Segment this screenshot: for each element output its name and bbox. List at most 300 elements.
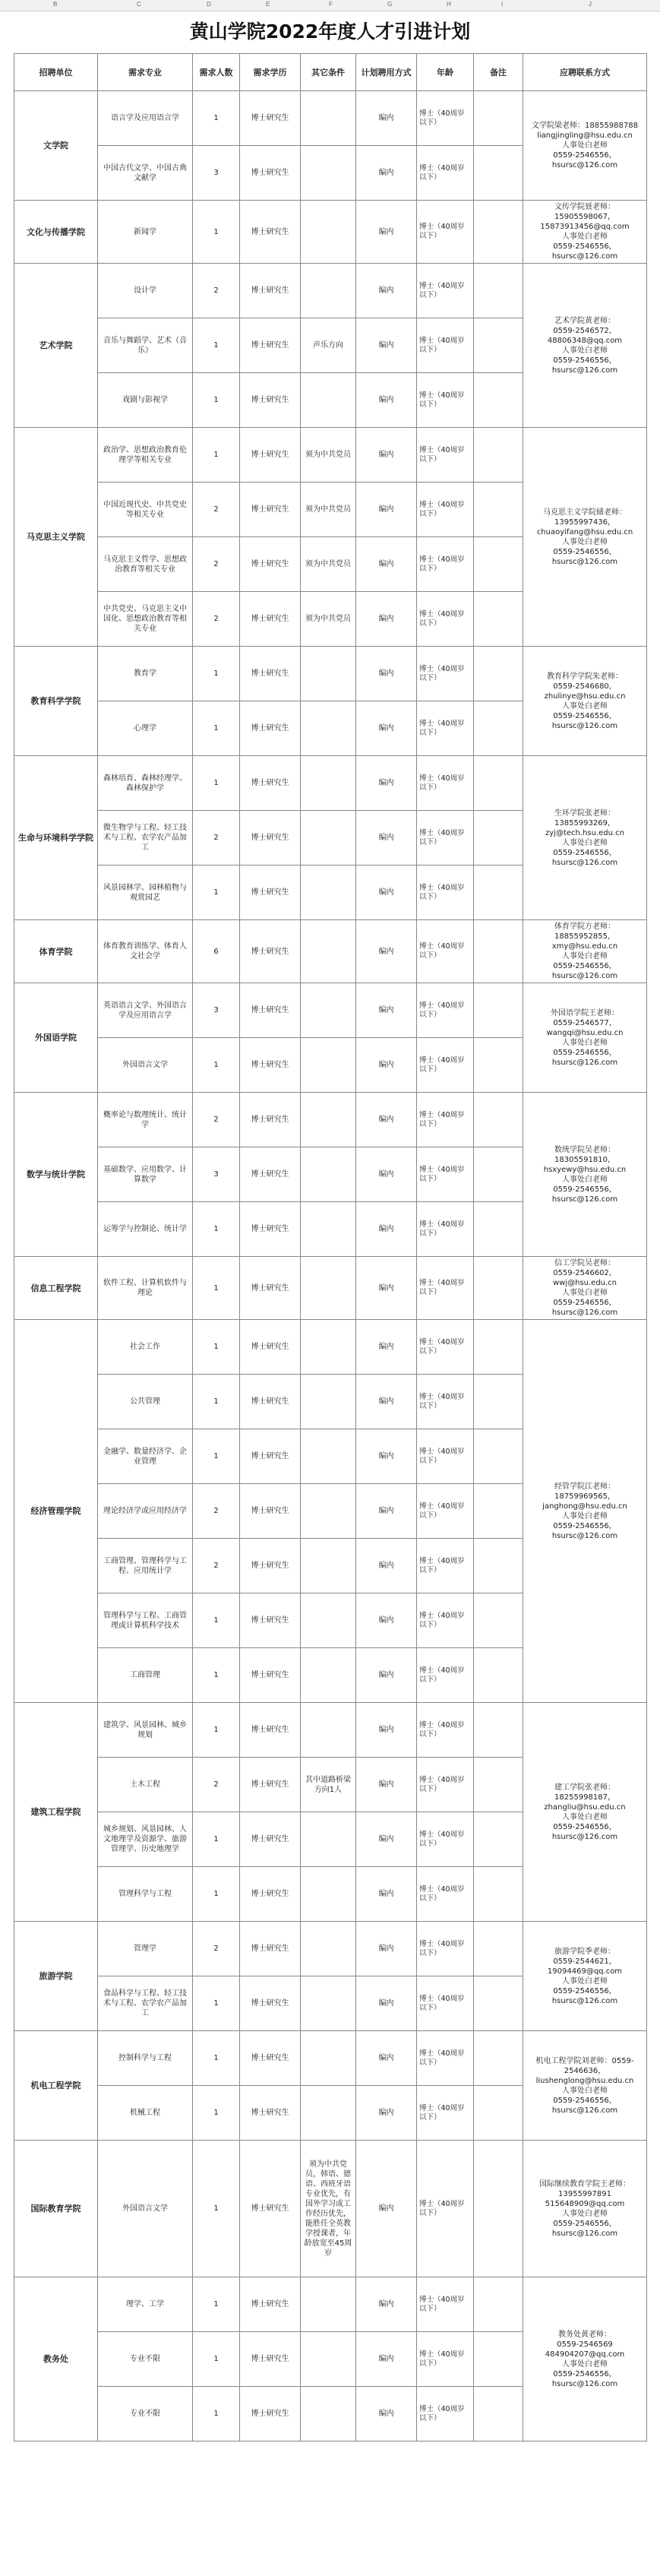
- conditions-cell: 须为中共党员，韩语、德语、西班牙语专业优先，有国外学习或工作经历优先，能胜任全英教学授课者，年龄放宽至45周岁: [301, 2141, 356, 2277]
- note-cell: [474, 1922, 523, 1976]
- table-header-row: [14, 54, 647, 91]
- major-cell: 基础数学、应用数学、计算数学: [98, 1147, 193, 1202]
- note-cell: [474, 1257, 523, 1320]
- unit-name-cell: 文学院: [14, 91, 98, 201]
- hiring-method-cell: 编内: [356, 1320, 417, 1375]
- unit-name-cell: 马克思主义学院: [14, 428, 98, 647]
- note-cell: [474, 1539, 523, 1593]
- age-cell: 博士（40周岁以下）: [417, 318, 474, 373]
- count-cell: 6: [193, 920, 240, 983]
- education-cell: 博士研究生: [240, 318, 301, 373]
- contact-cell: 信工学院吴老师： 0559-2546602，wwj@hsu.edu.cn 人事处白老师 0559-2546556， hsursc@126.com: [523, 1257, 647, 1320]
- education-cell: 博士研究生: [240, 1539, 301, 1593]
- education-cell: 博士研究生: [240, 483, 301, 537]
- age-cell: 博士（40周岁以下）: [417, 1976, 474, 2031]
- conditions-cell: 须为中共党员: [301, 537, 356, 592]
- age-cell: 博士（40周岁以下）: [417, 2031, 474, 2086]
- header-conditions: 其它条件: [301, 54, 356, 91]
- note-cell: [474, 811, 523, 866]
- education-cell: 博士研究生: [240, 1038, 301, 1093]
- conditions-cell: [301, 1320, 356, 1375]
- note-cell: [474, 373, 523, 428]
- table-row: [14, 2031, 647, 2086]
- note-cell: [474, 1429, 523, 1484]
- education-cell: 博士研究生: [240, 264, 301, 318]
- contact-cell: 文传学院聂老师：15905598067，15873913456@qq.com 人事处白老师 0559-2546556， hsursc@126.com: [523, 201, 647, 264]
- hiring-method-cell: 编内: [356, 2277, 417, 2332]
- note-cell: [474, 1320, 523, 1375]
- header-hiring-method: 计划聘用方式: [356, 54, 417, 91]
- hiring-method-cell: 编内: [356, 1867, 417, 1922]
- hiring-method-cell: 编内: [356, 2332, 417, 2387]
- hiring-method-cell: 编内: [356, 1038, 417, 1093]
- note-cell: [474, 318, 523, 373]
- age-cell: 博士（40周岁以下）: [417, 983, 474, 1038]
- education-cell: 博士研究生: [240, 1375, 301, 1429]
- conditions-cell: [301, 1147, 356, 1202]
- note-cell: [474, 2031, 523, 2086]
- conditions-cell: [301, 1539, 356, 1593]
- contact-cell: 马克思主义学院储老师：13955997436，chuaoyifang@hsu.edu.cn 人事处白老师 0559-2546556， hsursc@126.com: [523, 428, 647, 647]
- conditions-cell: [301, 1257, 356, 1320]
- conditions-cell: [301, 866, 356, 920]
- hiring-method-cell: 编内: [356, 1375, 417, 1429]
- hiring-method-cell: 编内: [356, 756, 417, 811]
- count-cell: 2: [193, 1484, 240, 1539]
- conditions-cell: [301, 1484, 356, 1539]
- age-cell: 博士（40周岁以下）: [417, 1147, 474, 1202]
- education-cell: 博士研究生: [240, 1812, 301, 1867]
- table-row: [14, 647, 647, 701]
- hiring-method-cell: 编内: [356, 920, 417, 983]
- unit-name-cell: 体育学院: [14, 920, 98, 983]
- hiring-method-cell: 编内: [356, 428, 417, 483]
- age-cell: 博士（40周岁以下）: [417, 91, 474, 146]
- age-cell: 博士（40周岁以下）: [417, 2141, 474, 2277]
- age-cell: 博士（40周岁以下）: [417, 201, 474, 264]
- count-cell: 1: [193, 201, 240, 264]
- hiring-method-cell: 编内: [356, 146, 417, 201]
- major-cell: 管理科学与工程、工商管理或计算机科学技术: [98, 1593, 193, 1648]
- header-age: 年龄: [417, 54, 474, 91]
- conditions-cell: [301, 811, 356, 866]
- education-cell: 博士研究生: [240, 1257, 301, 1320]
- conditions-cell: [301, 1812, 356, 1867]
- age-cell: 博士（40周岁以下）: [417, 920, 474, 983]
- age-cell: 博士（40周岁以下）: [417, 1593, 474, 1648]
- table-row: [14, 91, 647, 146]
- age-cell: 博士（40周岁以下）: [417, 1038, 474, 1093]
- conditions-cell: [301, 2086, 356, 2141]
- major-cell: 专业不限: [98, 2332, 193, 2387]
- header-major: 需求专业: [98, 54, 193, 91]
- count-cell: 1: [193, 1429, 240, 1484]
- hiring-method-cell: 编内: [356, 866, 417, 920]
- education-cell: 博士研究生: [240, 756, 301, 811]
- age-cell: 博士（40周岁以下）: [417, 1484, 474, 1539]
- unit-name-cell: 数学与统计学院: [14, 1093, 98, 1257]
- count-cell: 1: [193, 1375, 240, 1429]
- note-cell: [474, 983, 523, 1038]
- note-cell: [474, 1202, 523, 1257]
- note-cell: [474, 264, 523, 318]
- major-cell: 软件工程、计算机软件与理论: [98, 1257, 193, 1320]
- conditions-cell: [301, 2277, 356, 2332]
- conditions-cell: [301, 920, 356, 983]
- contact-cell: 生环学院张老师：13855993269， zyj@tech.hsu.edu.cn 人事处白老师 0559-2546556， hsursc@126.com: [523, 756, 647, 920]
- major-cell: 戏剧与影视学: [98, 373, 193, 428]
- age-cell: 博士（40周岁以下）: [417, 811, 474, 866]
- conditions-cell: 须为中共党员: [301, 483, 356, 537]
- count-cell: 1: [193, 647, 240, 701]
- age-cell: 博士（40周岁以下）: [417, 1257, 474, 1320]
- age-cell: 博士（40周岁以下）: [417, 428, 474, 483]
- count-cell: 1: [193, 2277, 240, 2332]
- major-cell: 土木工程: [98, 1758, 193, 1812]
- major-cell: 微生物学与工程、轻工技术与工程、农学农产品加工: [98, 811, 193, 866]
- conditions-cell: [301, 2031, 356, 2086]
- conditions-cell: [301, 701, 356, 756]
- count-cell: 1: [193, 1812, 240, 1867]
- major-cell: 公共管理: [98, 1375, 193, 1429]
- age-cell: 博士（40周岁以下）: [417, 537, 474, 592]
- conditions-cell: 声乐方向: [301, 318, 356, 373]
- age-cell: 博士（40周岁以下）: [417, 2387, 474, 2442]
- note-cell: [474, 1976, 523, 2031]
- hiring-method-cell: 编内: [356, 1257, 417, 1320]
- age-cell: 博士（40周岁以下）: [417, 1093, 474, 1147]
- major-cell: 城乡规划、风景园林、人文地理学及资源学、旅游管理学、历史地理学: [98, 1812, 193, 1867]
- hiring-method-cell: 编内: [356, 1593, 417, 1648]
- col-letter: I: [501, 1, 504, 8]
- education-cell: 博士研究生: [240, 2141, 301, 2277]
- hiring-method-cell: 编内: [356, 1648, 417, 1703]
- contact-cell: 建工学院张老师：18255998187，zhangliu@hsu.edu.cn 人事处白老师 0559-2546556， hsursc@126.com: [523, 1703, 647, 1922]
- note-cell: [474, 2387, 523, 2442]
- conditions-cell: [301, 264, 356, 318]
- conditions-cell: [301, 1922, 356, 1976]
- count-cell: 2: [193, 264, 240, 318]
- age-cell: 博士（40周岁以下）: [417, 264, 474, 318]
- hiring-method-cell: 编内: [356, 1429, 417, 1484]
- count-cell: 1: [193, 428, 240, 483]
- education-cell: 博士研究生: [240, 592, 301, 647]
- note-cell: [474, 537, 523, 592]
- unit-name-cell: 建筑工程学院: [14, 1703, 98, 1922]
- conditions-cell: [301, 146, 356, 201]
- note-cell: [474, 1758, 523, 1812]
- education-cell: 博士研究生: [240, 1202, 301, 1257]
- table-row: [14, 983, 647, 1038]
- major-cell: 工商管理、管理科学与工程、应用统计学: [98, 1539, 193, 1593]
- age-cell: 博士（40周岁以下）: [417, 1429, 474, 1484]
- hiring-method-cell: 编内: [356, 373, 417, 428]
- conditions-cell: 其中道路桥梁方向1人: [301, 1758, 356, 1812]
- major-cell: 心理学: [98, 701, 193, 756]
- hiring-method-cell: 编内: [356, 264, 417, 318]
- hiring-method-cell: 编内: [356, 201, 417, 264]
- education-cell: 博士研究生: [240, 1703, 301, 1758]
- hiring-method-cell: 编内: [356, 483, 417, 537]
- major-cell: 体育教育训练学、体育人文社会学: [98, 920, 193, 983]
- age-cell: 博士（40周岁以下）: [417, 1867, 474, 1922]
- count-cell: 1: [193, 2086, 240, 2141]
- hiring-method-cell: 编内: [356, 1202, 417, 1257]
- major-cell: 控制科学与工程: [98, 2031, 193, 2086]
- major-cell: 专业不限: [98, 2387, 193, 2442]
- hiring-method-cell: 编内: [356, 592, 417, 647]
- major-cell: 社会工作: [98, 1320, 193, 1375]
- contact-cell: 教务处黄老师： 0559-2546569 484904207@qq.com 人事处白老师 0559-2546556， hsursc@126.com: [523, 2277, 647, 2442]
- contact-cell: 国际继续教育学院王老师：13955997891 515648909@qq.com 人事处白老师 0559-2546556， hsursc@126.com: [523, 2141, 647, 2277]
- note-cell: [474, 866, 523, 920]
- count-cell: 1: [193, 866, 240, 920]
- age-cell: 博士（40周岁以下）: [417, 701, 474, 756]
- contact-cell: 数统学院吴老师：18305591810，hsxyewy@hsu.edu.cn 人事处白老师 0559-2546556， hsursc@126.com: [523, 1093, 647, 1257]
- table-row: [14, 2141, 647, 2277]
- conditions-cell: [301, 647, 356, 701]
- education-cell: 博士研究生: [240, 983, 301, 1038]
- major-cell: 森林培育、森林经理学、森林保护学: [98, 756, 193, 811]
- contact-cell: 机电工程学院刘老师：0559-2546636，liushenglong@hsu.edu.cn 人事处白老师 0559-2546556， hsursc@126.com: [523, 2031, 647, 2141]
- count-cell: 1: [193, 701, 240, 756]
- count-cell: 1: [193, 1257, 240, 1320]
- count-cell: 1: [193, 2141, 240, 2277]
- count-cell: 2: [193, 483, 240, 537]
- education-cell: 博士研究生: [240, 201, 301, 264]
- note-cell: [474, 1812, 523, 1867]
- hiring-method-cell: 编内: [356, 647, 417, 701]
- education-cell: 博士研究生: [240, 1147, 301, 1202]
- note-cell: [474, 647, 523, 701]
- note-cell: [474, 701, 523, 756]
- education-cell: 博士研究生: [240, 1648, 301, 1703]
- note-cell: [474, 920, 523, 983]
- education-cell: 博士研究生: [240, 2387, 301, 2442]
- conditions-cell: [301, 1593, 356, 1648]
- col-letter: B: [53, 1, 58, 8]
- note-cell: [474, 592, 523, 647]
- education-cell: 博士研究生: [240, 1758, 301, 1812]
- col-letter: D: [207, 1, 211, 8]
- header-note: 备注: [474, 54, 523, 91]
- table-row: [14, 1093, 647, 1147]
- table-row: [14, 428, 647, 483]
- note-cell: [474, 1648, 523, 1703]
- note-cell: [474, 2332, 523, 2387]
- hiring-method-cell: 编内: [356, 1758, 417, 1812]
- major-cell: 机械工程: [98, 2086, 193, 2141]
- age-cell: 博士（40周岁以下）: [417, 2086, 474, 2141]
- major-cell: 政治学、思想政治教育伦理学等相关专业: [98, 428, 193, 483]
- hiring-method-cell: 编内: [356, 1147, 417, 1202]
- contact-cell: 旅游学院季老师： 0559-2544621，19094469@qq.com 人事处白老师 0559-2546556， hsursc@126.com: [523, 1922, 647, 2031]
- hiring-method-cell: 编内: [356, 91, 417, 146]
- contact-cell: 外国语学院王老师： 0559-2546577，wangqi@hsu.edu.cn 人事处白老师 0559-2546556， hsursc@126.com: [523, 983, 647, 1093]
- header-contact: 应聘联系方式: [523, 54, 647, 91]
- count-cell: 2: [193, 1922, 240, 1976]
- unit-name-cell: 机电工程学院: [14, 2031, 98, 2141]
- count-cell: 2: [193, 1539, 240, 1593]
- hiring-method-cell: 编内: [356, 1703, 417, 1758]
- table-row: [14, 201, 647, 264]
- education-cell: 博士研究生: [240, 146, 301, 201]
- conditions-cell: [301, 1867, 356, 1922]
- note-cell: [474, 1375, 523, 1429]
- count-cell: 1: [193, 2332, 240, 2387]
- count-cell: 1: [193, 1593, 240, 1648]
- major-cell: 中国古代文学、中国古典文献学: [98, 146, 193, 201]
- major-cell: 金融学、数量经济学、企业管理: [98, 1429, 193, 1484]
- note-cell: [474, 91, 523, 146]
- age-cell: 博士（40周岁以下）: [417, 1539, 474, 1593]
- education-cell: 博士研究生: [240, 373, 301, 428]
- major-cell: 工商管理: [98, 1648, 193, 1703]
- conditions-cell: 须为中共党员: [301, 428, 356, 483]
- conditions-cell: [301, 1429, 356, 1484]
- education-cell: 博士研究生: [240, 2332, 301, 2387]
- major-cell: 建筑学、风景园林、城乡规划: [98, 1703, 193, 1758]
- education-cell: 博士研究生: [240, 537, 301, 592]
- hiring-method-cell: 编内: [356, 1093, 417, 1147]
- count-cell: 1: [193, 1038, 240, 1093]
- major-cell: 中共党史、马克思主义中国化、思想政治教育等相关专业: [98, 592, 193, 647]
- col-letter: E: [266, 1, 270, 8]
- age-cell: 博士（40周岁以下）: [417, 1703, 474, 1758]
- hiring-method-cell: 编内: [356, 1539, 417, 1593]
- age-cell: 博士（40周岁以下）: [417, 592, 474, 647]
- table-row: [14, 264, 647, 318]
- table-row: [14, 2277, 647, 2332]
- contact-cell: 艺术学院黄老师： 0559-2546572，48806348@qq.com 人事处白老师 0559-2546556， hsursc@126.com: [523, 264, 647, 428]
- note-cell: [474, 1867, 523, 1922]
- col-letter: F: [329, 1, 333, 8]
- hiring-method-cell: 编内: [356, 2387, 417, 2442]
- age-cell: 博士（40周岁以下）: [417, 1648, 474, 1703]
- unit-name-cell: 艺术学院: [14, 264, 98, 428]
- table-row: [14, 756, 647, 811]
- count-cell: 2: [193, 592, 240, 647]
- count-cell: 1: [193, 91, 240, 146]
- col-letter: C: [137, 1, 141, 8]
- hiring-method-cell: 编内: [356, 811, 417, 866]
- education-cell: 博士研究生: [240, 91, 301, 146]
- conditions-cell: [301, 2332, 356, 2387]
- conditions-cell: [301, 201, 356, 264]
- education-cell: 博士研究生: [240, 647, 301, 701]
- table-row: [14, 1703, 647, 1758]
- age-cell: 博士（40周岁以下）: [417, 1320, 474, 1375]
- count-cell: 2: [193, 1093, 240, 1147]
- contact-cell: 教育科学学院朱老师： 0559-2546680，zhulinye@hsu.edu.cn 人事处白老师 0559-2546556， hsursc@126.com: [523, 647, 647, 756]
- hiring-method-cell: 编内: [356, 1812, 417, 1867]
- education-cell: 博士研究生: [240, 1976, 301, 2031]
- age-cell: 博士（40周岁以下）: [417, 483, 474, 537]
- hiring-method-cell: 编内: [356, 2031, 417, 2086]
- unit-name-cell: 教育科学学院: [14, 647, 98, 756]
- hiring-method-cell: 编内: [356, 1976, 417, 2031]
- major-cell: 理论经济学或应用经济学: [98, 1484, 193, 1539]
- unit-name-cell: 外国语学院: [14, 983, 98, 1093]
- major-cell: 概率论与数理统计、统计学: [98, 1093, 193, 1147]
- major-cell: 设计学: [98, 264, 193, 318]
- education-cell: 博士研究生: [240, 1093, 301, 1147]
- age-cell: 博士（40周岁以下）: [417, 1758, 474, 1812]
- col-letter: H: [447, 1, 451, 8]
- count-cell: 1: [193, 318, 240, 373]
- count-cell: 1: [193, 1648, 240, 1703]
- count-cell: 1: [193, 1320, 240, 1375]
- note-cell: [474, 1593, 523, 1648]
- major-cell: 语言学及应用语言学: [98, 91, 193, 146]
- count-cell: 3: [193, 983, 240, 1038]
- education-cell: 博士研究生: [240, 1593, 301, 1648]
- note-cell: [474, 201, 523, 264]
- education-cell: 博士研究生: [240, 920, 301, 983]
- conditions-cell: [301, 983, 356, 1038]
- page-title: 黄山学院2022年度人才引进计划: [189, 21, 471, 43]
- note-cell: [474, 2141, 523, 2277]
- conditions-cell: [301, 1038, 356, 1093]
- age-cell: 博士（40周岁以下）: [417, 1812, 474, 1867]
- age-cell: 博士（40周岁以下）: [417, 146, 474, 201]
- unit-name-cell: 生命与环境科学学院: [14, 756, 98, 920]
- count-cell: 2: [193, 811, 240, 866]
- hiring-method-cell: 编内: [356, 2141, 417, 2277]
- table-row: [14, 1320, 647, 1375]
- major-cell: 马克思主义哲学、思想政治教育等相关专业: [98, 537, 193, 592]
- education-cell: 博士研究生: [240, 866, 301, 920]
- major-cell: 音乐与舞蹈学、艺术（音乐）: [98, 318, 193, 373]
- note-cell: [474, 1703, 523, 1758]
- note-cell: [474, 428, 523, 483]
- spreadsheet-column-header: [0, 0, 660, 11]
- unit-name-cell: 文化与传播学院: [14, 201, 98, 264]
- major-cell: 食品科学与工程、轻工技术与工程、农学农产品加工: [98, 1976, 193, 2031]
- count-cell: 1: [193, 373, 240, 428]
- conditions-cell: [301, 1202, 356, 1257]
- major-cell: 理学、工学: [98, 2277, 193, 2332]
- conditions-cell: [301, 1703, 356, 1758]
- age-cell: 博士（40周岁以下）: [417, 2332, 474, 2387]
- note-cell: [474, 1484, 523, 1539]
- note-cell: [474, 1038, 523, 1093]
- education-cell: 博士研究生: [240, 428, 301, 483]
- major-cell: 外国语言文学: [98, 1038, 193, 1093]
- education-cell: 博士研究生: [240, 2086, 301, 2141]
- education-cell: 博士研究生: [240, 2031, 301, 2086]
- hiring-method-cell: 编内: [356, 1484, 417, 1539]
- hiring-method-cell: 编内: [356, 1922, 417, 1976]
- contact-cell: 文学院梁老师：18855988788 liangjingling@hsu.edu.cn 人事处白老师 0559-2546556， hsursc@126.com: [523, 91, 647, 201]
- count-cell: 1: [193, 2387, 240, 2442]
- conditions-cell: [301, 1093, 356, 1147]
- education-cell: 博士研究生: [240, 1922, 301, 1976]
- note-cell: [474, 1093, 523, 1147]
- conditions-cell: [301, 756, 356, 811]
- major-cell: 教育学: [98, 647, 193, 701]
- note-cell: [474, 1147, 523, 1202]
- note-cell: [474, 146, 523, 201]
- unit-name-cell: 教务处: [14, 2277, 98, 2442]
- conditions-cell: [301, 91, 356, 146]
- conditions-cell: [301, 1976, 356, 2031]
- count-cell: 2: [193, 1758, 240, 1812]
- age-cell: 博士（40周岁以下）: [417, 756, 474, 811]
- major-cell: 风景园林学、园林植物与观赏园艺: [98, 866, 193, 920]
- table-body: [14, 91, 647, 2442]
- header-count: 需求人数: [193, 54, 240, 91]
